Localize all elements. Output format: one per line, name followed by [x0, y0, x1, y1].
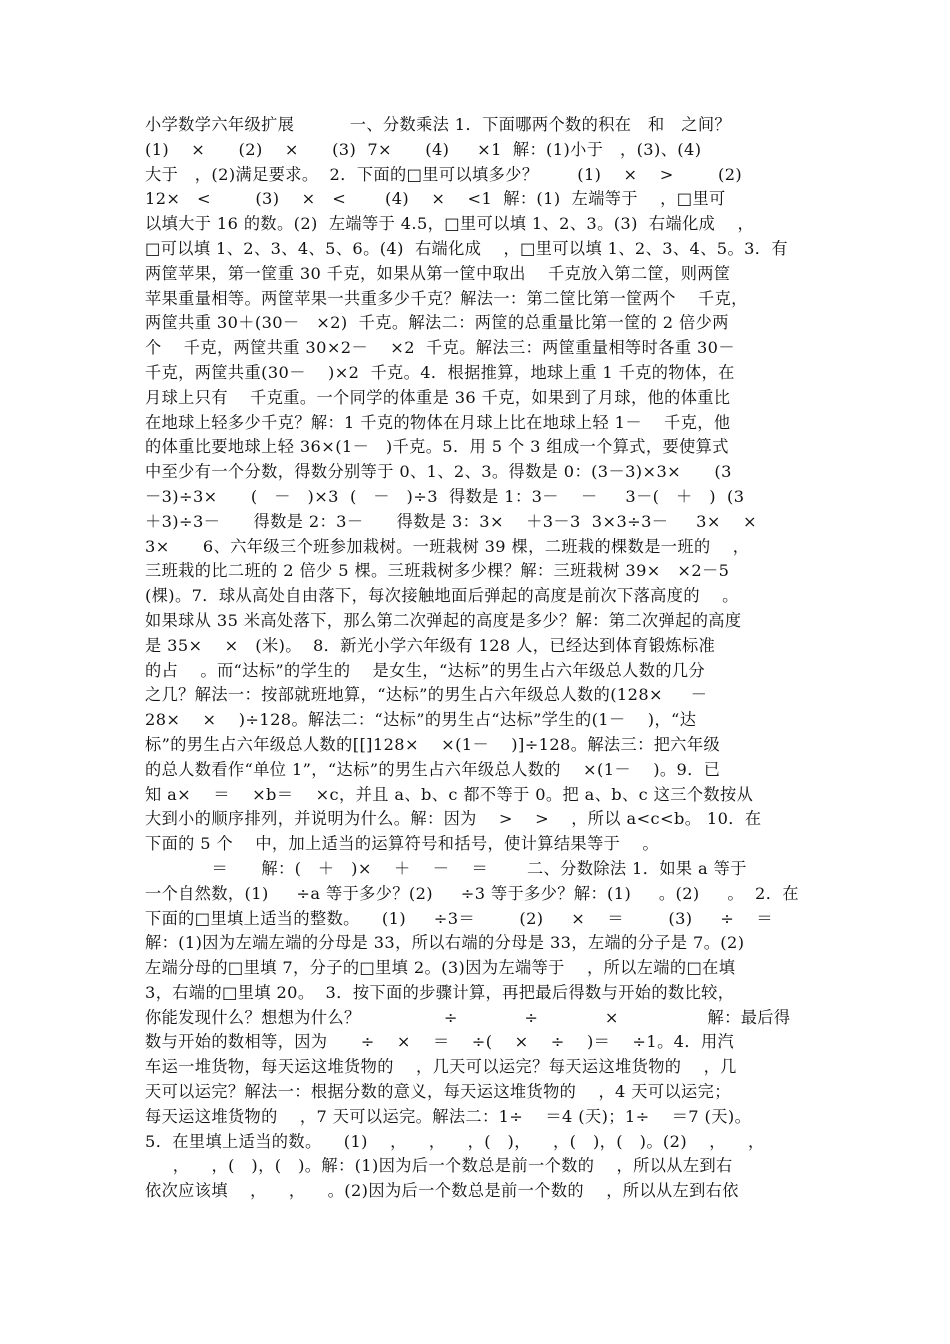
text-line: 之几？解法一：按部就班地算，“达标”的男生占六年级总人数的(128× －: [145, 685, 708, 705]
text-line: 中至少有一个分数，得数分别等于 0、1、2、3。得数是 0：(3－3)×3× (3: [145, 462, 732, 482]
text-line: 你能发现什么？想想为什么？ ÷ ÷ × 解：最后得: [145, 1007, 791, 1027]
text-line: 下面的□里填上适当的整数。 (1) ÷3＝ (2) × ＝ (3) ÷ ＝: [145, 908, 773, 928]
text-line: 千克，两筐共重(30－ )×2 千克。4．根据推算，地球上重 1 千克的物体，在: [145, 362, 735, 382]
text-line: ＋3)÷3－ 得数是 2：3－ 得数是 3：3× ＋3－3 3×3÷3－ 3× ×: [145, 511, 757, 531]
text-line: 以填大于 16 的数。(2) 左端等于 4.5，□里可以填 1、2、3。(3) 右端化成 ，: [145, 214, 755, 234]
text-line: 是 35× × (米)。 8．新光小学六年级有 128 人，已经达到体育锻炼标准: [145, 635, 716, 655]
text-line: 标”的男生占六年级总人数的[[]128× ×(1－ )]÷128。解法三：把六年级: [145, 734, 721, 754]
text-line: 5．在里填上适当的数。 (1) ， ， ，( )， ，( )，( )。(2) ， ，: [145, 1131, 765, 1151]
text-line: 两筐共重 30＋(30－ ×2) 千克。解法二：两筐的总重量比第一筐的 2 倍少两: [145, 313, 729, 333]
text-line: 的占 。而“达标”的学生的 是女生，“达标”的男生占六年级总人数的几分: [145, 660, 706, 680]
document-body: [145, 113, 808, 1204]
text-line: 12× < (3) × < (4) × <1 解：(1) 左端等于 ，□里可: [145, 189, 726, 209]
text-line: 每天运这堆货物的 ，7 天可以运完。解法二：1÷ ＝4 (天)；1÷ ＝7 (天)。: [145, 1106, 752, 1126]
text-line: 如果球从 35 米高处落下，那么第二次弹起的高度是多少？解：第二次弹起的高度: [145, 610, 742, 630]
text-line: 大到小的顺序排列，并说明为什么。解：因为 > > ，所以 a<c<b。 10．在: [145, 809, 762, 829]
text-line: 知 a× ＝ ×b＝ ×c，并且 a、b、c 都不等于 0。把 a、b、c 这三个数按从: [145, 784, 754, 804]
text-line: 下面的 5 个 中，加上适当的运算符号和括号，使计算结果等于 。: [145, 834, 660, 854]
text-line: 3，右端的□里填 20。 3．按下面的步骤计算，再把最后得数与开始的数比较，: [145, 982, 735, 1002]
text-line: 三班栽的比二班的 2 倍少 5 棵。三班栽树多少棵？解：三班栽树 39× ×2－5: [145, 561, 730, 581]
text-line: ， ，( )，( )。解：(1)因为后一个数总是前一个数的 ，所以从左到右: [145, 1156, 733, 1176]
text-line: (棵)。7．球从高处自由落下，每次接触地面后弹起的高度是前次下落高度的 。: [145, 586, 739, 606]
text-line: 左端分母的□里填 7，分子的□里填 2。(3)因为左端等于 ，所以左端的□在填: [145, 958, 736, 978]
text-line: 的体重比要地球上轻 36×(1－ )千克。5．用 5 个 3 组成一个算式，要使算式: [145, 437, 729, 457]
text-line: 数与开始的数相等，因为 ÷ × ＝ ÷( × ÷ )＝ ÷1。4．用汽: [145, 1032, 735, 1052]
text-line: □可以填 1、2、3、4、5、6。(4) 右端化成 ，□里可以填 1、2、3、4、5。3．有: [145, 238, 788, 258]
text-line: －3)÷3× ( － )×3 ( － )÷3 得数是 1：3－ － 3－( ＋ ) (3: [145, 486, 745, 506]
text-line: (1) × (2) × (3) 7× (4) ×1 解：(1)小于 ，(3)、(4): [145, 139, 702, 159]
text-line: 28× × )÷128。解法二：“达标”的男生占“达标”学生的(1－ )，“达: [145, 710, 697, 730]
text-line: 一个自然数，(1) ÷a 等于多少？(2) ÷3 等于多少？解：(1) 。(2) 。 2．在: [145, 883, 799, 903]
text-line: 在地球上轻多少千克？解：1 千克的物体在月球上比在地球上轻 1－ 千克，他: [145, 412, 731, 432]
text-line: 大于 ，(2)满足要求。 2．下面的□里可以填多少？ (1) × > (2): [145, 164, 743, 184]
text-line: 个 千克，两筐共重 30×2－ ×2 千克。解法三：两筐重量相等时各重 30－: [145, 338, 735, 358]
text-line: ＝ 解：( ＋ )× ＋ － ＝ 二、分数除法 1．如果 a 等于: [145, 858, 747, 878]
text-line: 小学数学六年级扩展 一、分数乘法 1．下面哪两个数的积在 和 之间？: [145, 115, 732, 134]
text-line: 解：(1)因为左端左端的分母是 33，所以右端的分母是 33，左端的分子是 7。(2): [145, 933, 745, 953]
text-line: 的总人数看作“单位 1”，“达标”的男生占六年级总人数的 ×(1－ )。9．已: [145, 759, 721, 779]
text-line: 依次应该填 ， ， 。(2)因为后一个数总是前一个数的 ，所以从左到右依: [145, 1181, 739, 1201]
text-line: 3× 6、六年级三个班参加栽树。一班栽树 39 棵，二班栽的棵数是一班的 ，: [145, 536, 750, 556]
text-line: 苹果重量相等。两筐苹果一共重多少千克？解法一：第二筐比第一筐两个 千克，: [145, 288, 748, 308]
text-line: 车运一堆货物，每天运这堆货物的 ，几天可以运完？每天运这堆货物的 ，几: [145, 1057, 737, 1077]
text-line: 月球上只有 千克重。一个同学的体重是 36 千克，如果到了月球，他的体重比: [145, 387, 731, 407]
text-line: 两筐苹果，第一筐重 30 千克，如果从第一筐中取出 千克放入第二筐，则两筐: [145, 263, 731, 283]
text-line: 天可以运完？解法一：根据分数的意义，每天运这堆货物的 ，4 天可以运完；: [145, 1082, 731, 1102]
